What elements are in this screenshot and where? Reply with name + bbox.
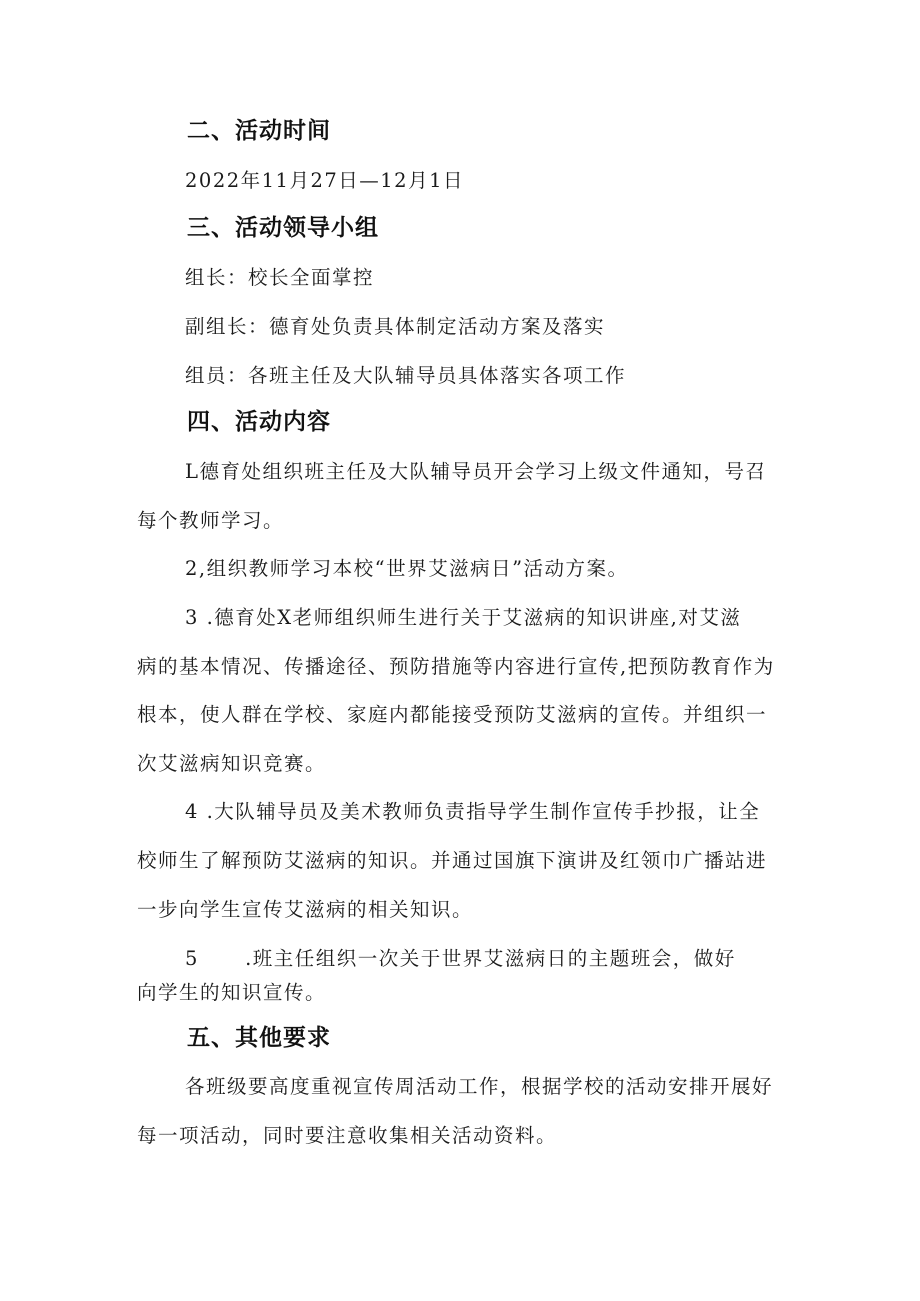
section-heading-other: 五、其他要求 <box>187 1025 331 1051</box>
members-line: 组员：各班主任及大队辅导员具体落实各项工作 <box>185 364 627 387</box>
content-item-1-line-2: 每个教师学习。 <box>137 509 285 532</box>
content-item-3-line-3: 根本，使人群在学校、家庭内都能接受预防艾滋病的宣传。并组织一 <box>137 703 768 726</box>
deputy-leader-line: 副组长：德育处负责具体制定活动方案及落实 <box>185 315 606 338</box>
content-item-4-line-2: 校师生了解预防艾滋病的知识。并通过国旗下演讲及红领巾广播站进 <box>137 849 768 872</box>
leader-line: 组长：校长全面掌控 <box>185 266 375 289</box>
content-item-4-line-1: 4 .大队辅导员及美术教师负责指导学生制作宣传手抄报，让全 <box>185 800 761 823</box>
content-item-3-line-2: 病的基本情况、传播途径、预防措施等内容进行宣传,把预防教育作为 <box>137 655 775 678</box>
section-heading-time: 二、活动时间 <box>187 118 331 144</box>
section-heading-leadership: 三、活动领导小组 <box>187 215 379 241</box>
other-para-line-2: 每一项活动，同时要注意收集相关活动资料。 <box>137 1124 558 1147</box>
content-item-2-line-1: 2,组织教师学习本校“世界艾滋病日”活动方案。 <box>185 557 629 580</box>
section-heading-content: 四、活动内容 <box>187 409 331 435</box>
content-item-4-line-3: 一步向学生宣传艾滋病的相关知识。 <box>137 898 474 921</box>
content-item-3-line-1: 3 .德育处X老师组织师生进行关于艾滋病的知识讲座,对艾滋 <box>185 606 742 629</box>
content-item-3-line-4: 次艾滋病知识竞赛。 <box>137 752 327 775</box>
other-para-line-1: 各班级要高度重视宣传周活动工作，根据学校的活动安排开展好 <box>185 1075 774 1098</box>
content-item-5-line-2: 向学生的知识宣传。 <box>137 981 327 1004</box>
activity-date: 2022年11月27日—12月1日 <box>185 169 464 192</box>
content-item-5-line-1: 5 .班主任组织一次关于世界艾滋病日的主题班会，做好 <box>185 947 736 970</box>
content-item-1-line-1: L德育处组织班主任及大队辅导员开会学习上级文件通知，号召 <box>185 460 767 483</box>
